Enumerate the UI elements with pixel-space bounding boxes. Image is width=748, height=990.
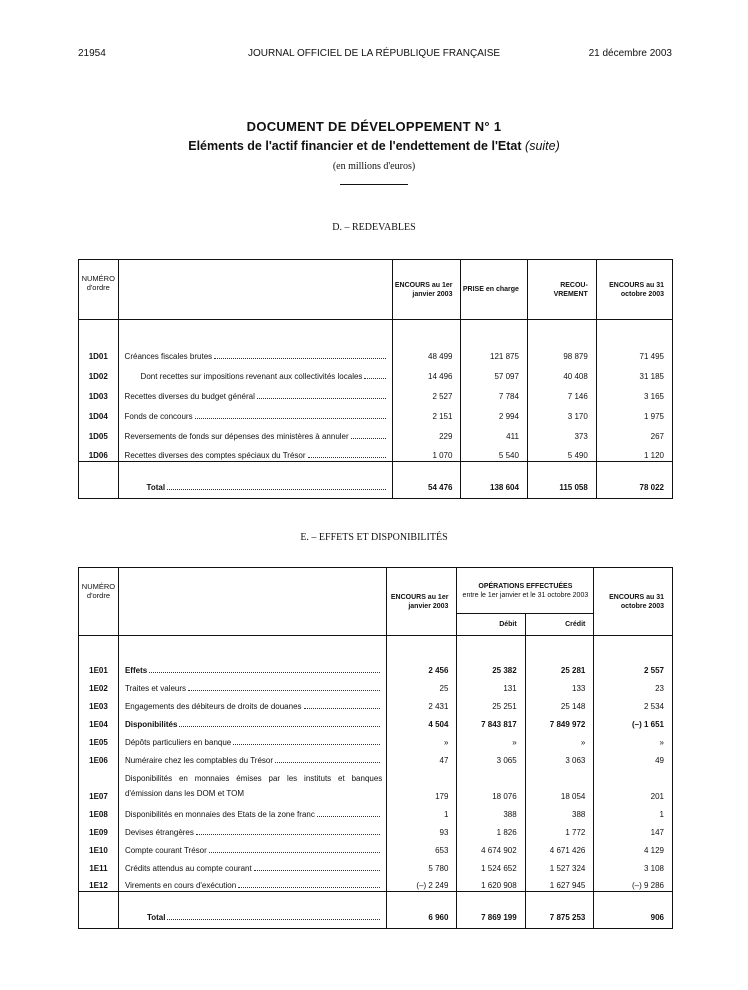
row-code: 1D02 <box>79 362 119 382</box>
table-row <box>79 838 673 856</box>
row-code: 1E03 <box>79 694 119 712</box>
leader-dots <box>167 489 386 490</box>
col-encours-debut: ENCOURS au 1er janvier 2003 <box>387 568 457 636</box>
row-value: 388 <box>525 802 594 820</box>
table-row <box>79 382 673 402</box>
row-label: Crédits attendus au compte courant <box>124 863 252 873</box>
row-label-cell <box>118 766 386 802</box>
col-recouvrement: RECOU- VREMENT <box>527 260 596 320</box>
row-value: 2 534 <box>643 701 664 711</box>
row-code: 1E04 <box>79 712 119 730</box>
col-encours-debut: ENCOURS au 1er janvier 2003 <box>393 260 461 320</box>
row-value: 1 120 <box>643 451 664 460</box>
row-label: Engagements des débiteurs de droits de douanes <box>124 701 302 711</box>
row-value: 98 879 <box>527 320 596 362</box>
leader-dots <box>149 672 380 673</box>
row-value: 3 063 <box>525 748 594 766</box>
row-value: 14 496 <box>393 362 461 382</box>
row-code: 1E10 <box>79 838 119 856</box>
table-row <box>79 362 673 382</box>
redevables-table <box>78 259 673 499</box>
row-code: 1E11 <box>79 856 119 874</box>
row-value: 2 994 <box>461 402 527 422</box>
row-value: 1 070 <box>393 442 461 462</box>
subtitle-suite: (suite) <box>525 139 560 153</box>
row-code: 1E01 <box>79 636 119 676</box>
row-value: 267 <box>650 431 664 441</box>
row-label: Disponibilités en monnaies émises par les instituts et banques d'émission dans les DOM et TOM <box>124 773 383 798</box>
row-value: 653 <box>387 838 457 856</box>
row-value: 373 <box>527 422 596 442</box>
row-label-cell <box>118 856 386 874</box>
leader-dots <box>308 457 387 458</box>
row-label: Numéraire chez les comptables du Trésor <box>124 755 274 765</box>
row-label-cell <box>118 802 386 820</box>
row-code: 1E12 <box>79 874 119 892</box>
row-label-cell <box>118 694 386 712</box>
row-value: 1 527 324 <box>525 856 594 874</box>
row-value: 3 170 <box>527 402 596 422</box>
row-label: Compte courant Trésor <box>124 845 207 855</box>
total-value: 115 058 <box>527 462 596 499</box>
title-divider <box>340 184 408 185</box>
row-value: 25 148 <box>525 694 594 712</box>
row-value: (–) 9 286 <box>631 881 664 890</box>
leader-dots <box>254 870 381 871</box>
table-row <box>79 694 673 712</box>
row-value: 131 <box>457 676 525 694</box>
total-value: 78 022 <box>596 462 672 499</box>
table-row <box>79 320 673 362</box>
document-title: DOCUMENT DE DÉVELOPPEMENT N° 1 <box>246 119 502 134</box>
table-row <box>79 874 673 892</box>
col-encours-fin: ENCOURS au 31 octobre 2003 <box>596 260 672 320</box>
row-value: 4 671 426 <box>525 838 594 856</box>
leader-dots <box>209 852 381 853</box>
row-label-cell <box>118 362 393 382</box>
row-label-cell <box>118 838 386 856</box>
row-value: 47 <box>387 748 457 766</box>
page-number: 21954 <box>78 48 106 59</box>
document-subtitle: Eléments de l'actif financier et de l'endettement de l'Etat (suite) <box>188 139 560 153</box>
row-label-cell <box>118 748 386 766</box>
row-value: 5 780 <box>387 856 457 874</box>
col-libelle <box>118 260 393 320</box>
row-value: 40 408 <box>527 362 596 382</box>
row-value: 25 281 <box>525 636 594 676</box>
row-code: 1D04 <box>79 402 119 422</box>
row-value: 2 151 <box>393 402 461 422</box>
table-row <box>79 422 673 442</box>
row-value: 7 146 <box>527 382 596 402</box>
row-value: 25 <box>387 676 457 694</box>
publication-date: 21 décembre 2003 <box>588 48 672 59</box>
total-label: Total <box>146 483 166 492</box>
row-code: 1D01 <box>79 320 119 362</box>
row-label-cell <box>118 402 393 422</box>
row-value: 7 843 817 <box>457 712 525 730</box>
col-encours-fin: ENCOURS au 31 octobre 2003 <box>594 568 673 636</box>
row-value: 1 620 908 <box>457 874 525 892</box>
row-value: 1 772 <box>525 820 594 838</box>
leader-dots <box>195 418 387 419</box>
row-label: Effets <box>124 665 148 675</box>
row-label: Reversements de fonds sur dépenses des ministères à annuler <box>124 431 349 441</box>
leader-dots <box>275 762 380 763</box>
row-code: 1E07 <box>79 766 119 802</box>
row-value: 18 076 <box>457 766 525 802</box>
row-label-cell <box>118 712 386 730</box>
row-value: 23 <box>655 683 664 693</box>
total-row <box>79 462 673 499</box>
row-label-cell <box>118 676 386 694</box>
table-row <box>79 856 673 874</box>
table-row <box>79 730 673 748</box>
row-value: 1 826 <box>457 820 525 838</box>
total-label-cell <box>118 892 386 929</box>
row-value: 121 875 <box>461 320 527 362</box>
total-code <box>79 892 119 929</box>
row-code: 1E09 <box>79 820 119 838</box>
row-label-cell <box>118 422 393 442</box>
row-label: Traites et valeurs <box>124 683 187 693</box>
row-value: 7 784 <box>461 382 527 402</box>
row-value: 25 382 <box>457 636 525 676</box>
row-value: 3 108 <box>643 863 664 873</box>
row-label-cell <box>118 730 386 748</box>
row-value: 49 <box>655 755 664 765</box>
col-operations: OPÉRATIONS EFFECTUÉES entre le 1er janvier et le 31 octobre 2003 <box>457 568 594 614</box>
col-credit: Crédit <box>525 614 594 636</box>
row-value: 147 <box>650 827 664 837</box>
total-label: Total <box>146 913 166 922</box>
row-value: » <box>387 730 457 748</box>
total-row <box>79 892 673 929</box>
row-value: 31 185 <box>639 371 664 381</box>
row-value: 93 <box>387 820 457 838</box>
row-value: 4 504 <box>387 712 457 730</box>
row-value: 229 <box>393 422 461 442</box>
row-value: 48 499 <box>393 320 461 362</box>
leader-dots <box>304 708 381 709</box>
total-value: 6 960 <box>387 892 457 929</box>
row-value: 2 431 <box>387 694 457 712</box>
col-prise-en-charge: PRISE en charge <box>461 260 527 320</box>
total-value: 7 875 253 <box>525 892 594 929</box>
row-value: 25 251 <box>457 694 525 712</box>
row-label: Disponibilités <box>124 719 178 729</box>
row-label: Fonds de concours <box>124 411 193 421</box>
row-label-cell <box>118 820 386 838</box>
row-label-cell <box>118 442 393 462</box>
total-value: 138 604 <box>461 462 527 499</box>
row-code: 1D06 <box>79 442 119 462</box>
row-value: 7 849 972 <box>525 712 594 730</box>
row-value: 71 495 <box>639 351 664 361</box>
table-row <box>79 712 673 730</box>
row-label-cell <box>118 320 393 362</box>
row-value: 1 524 652 <box>457 856 525 874</box>
journal-title: JOURNAL OFFICIEL DE LA RÉPUBLIQUE FRANÇAISE <box>247 48 501 59</box>
row-value: (–) 2 249 <box>387 874 457 892</box>
col-numero: NUMÉRO d'ordre <box>79 568 119 636</box>
table-row <box>79 766 673 802</box>
row-value: 4 129 <box>643 845 664 855</box>
section-d-title: D. – REDEVABLES <box>332 222 416 233</box>
section-e-title: E. – EFFETS ET DISPONIBILITÉS <box>300 532 448 543</box>
row-value: 5 490 <box>527 442 596 462</box>
row-label: Recettes diverses des comptes spéciaux du Trésor <box>124 451 306 460</box>
row-value: 133 <box>525 676 594 694</box>
row-label-cell <box>118 382 393 402</box>
row-value: 4 674 902 <box>457 838 525 856</box>
leader-dots <box>196 834 380 835</box>
leader-dots <box>238 887 380 888</box>
row-code: 1D05 <box>79 422 119 442</box>
leader-dots <box>257 398 386 399</box>
table-row <box>79 442 673 462</box>
row-label: Virements en cours d'exécution <box>124 881 237 890</box>
row-value: 2 527 <box>393 382 461 402</box>
table-row <box>79 676 673 694</box>
row-value: 179 <box>387 766 457 802</box>
leader-dots <box>233 744 380 745</box>
col-numero: NUMÉRO d'ordre <box>79 260 119 320</box>
table-row <box>79 636 673 676</box>
row-code: 1D03 <box>79 382 119 402</box>
unit-note: (en millions d'euros) <box>332 161 416 172</box>
total-label-cell <box>118 462 393 499</box>
row-value: 5 540 <box>461 442 527 462</box>
row-label: Créances fiscales brutes <box>124 351 213 361</box>
row-value: 18 054 <box>525 766 594 802</box>
row-label-cell <box>118 874 386 892</box>
row-value: 1 <box>659 809 664 819</box>
col-libelle <box>118 568 386 636</box>
leader-dots <box>317 816 380 817</box>
row-value: 201 <box>650 791 664 801</box>
row-value: 57 097 <box>461 362 527 382</box>
row-label: Dépôts particuliers en banque <box>124 737 232 747</box>
row-value: 3 165 <box>643 391 664 401</box>
row-value: 1 975 <box>643 411 664 421</box>
table-row <box>79 820 673 838</box>
leader-dots <box>167 919 380 920</box>
total-value: 54 476 <box>393 462 461 499</box>
row-value: 411 <box>461 422 527 442</box>
col-debit: Débit <box>457 614 525 636</box>
total-value: 906 <box>594 892 673 929</box>
leader-dots <box>179 726 380 727</box>
table-row <box>79 748 673 766</box>
row-label: Devises étrangères <box>124 827 194 837</box>
row-label: Recettes diverses du budget général <box>124 391 255 401</box>
row-value: 3 065 <box>457 748 525 766</box>
row-value: » <box>659 737 664 747</box>
row-code: 1E08 <box>79 802 119 820</box>
row-value: (–) 1 651 <box>631 719 664 729</box>
row-value: 2 557 <box>643 665 664 675</box>
row-code: 1E05 <box>79 730 119 748</box>
leader-dots <box>364 378 386 379</box>
row-code: 1E02 <box>79 676 119 694</box>
row-label-cell <box>118 636 386 676</box>
row-value: 2 456 <box>387 636 457 676</box>
row-value: » <box>525 730 594 748</box>
row-code: 1E06 <box>79 748 119 766</box>
row-value: 1 627 945 <box>525 874 594 892</box>
total-code <box>79 462 119 499</box>
row-value: 388 <box>457 802 525 820</box>
row-label: Dont recettes sur impositions revenant aux collectivités locales <box>140 371 363 381</box>
effets-table <box>78 567 673 929</box>
total-value: 7 869 199 <box>457 892 525 929</box>
row-value: 1 <box>387 802 457 820</box>
table-row <box>79 402 673 422</box>
row-label: Disponibilités en monnaies des Etats de la zone franc <box>124 809 315 819</box>
leader-dots <box>188 690 380 691</box>
row-value: » <box>457 730 525 748</box>
leader-dots <box>351 438 387 439</box>
table-row <box>79 802 673 820</box>
leader-dots <box>214 358 386 359</box>
